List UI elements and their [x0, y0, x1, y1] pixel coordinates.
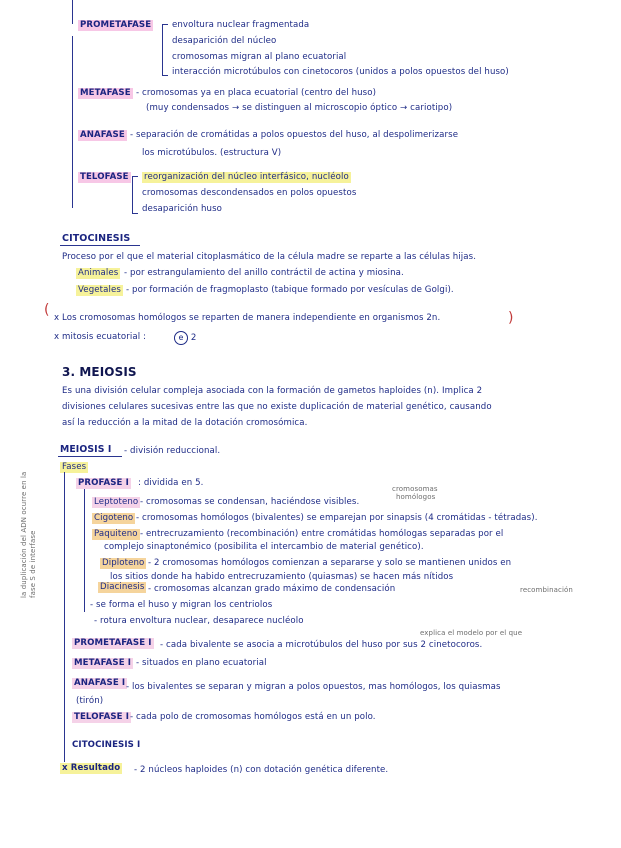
profase-sub: - rotura envoltura nuclear, desaparece nucléolo — [94, 616, 304, 626]
metafase1-label: METAFASE I — [74, 658, 132, 668]
bracket — [162, 24, 168, 76]
citocinesis-heading: CITOCINESIS — [62, 233, 131, 244]
animales-label: Animales — [78, 268, 119, 278]
bracket — [132, 176, 138, 214]
meiosis1-label: MEIOSIS I — [60, 444, 112, 455]
meiosis-intro: así la reducción a la mitad de la dotación cromosómica. — [62, 418, 308, 428]
cigoteno-label: Cigoteno — [94, 513, 134, 523]
meiosis-title: 3. MEIOSIS — [62, 365, 137, 379]
profase-sub: - se forma el huso y migran los centriolos — [90, 600, 273, 610]
leptoteno-text: - cromosomas se condensan, haciéndose visibles. — [140, 497, 360, 507]
fases-label: Fases — [62, 462, 87, 472]
metafase1-text: - situados en plano ecuatorial — [136, 658, 267, 668]
anafase1-text: (tirón) — [76, 696, 104, 706]
paquiteno-label: Paquiteno — [94, 529, 138, 539]
diploteno-text: los sitios donde ha habido entrecruzamiento (quiasmas) se hacen más nítidos — [110, 572, 454, 582]
margin-line — [64, 472, 65, 762]
diacinesis-text: - cromosomas alcanzan grado máximo de condensación — [148, 584, 396, 594]
prometafase-heading: PROMETAFASE — [80, 20, 152, 30]
paquiteno-text: complejo sinaptonémico (posibilita el intercambio de material genético). — [104, 542, 424, 552]
vegetales-label: Vegetales — [78, 285, 121, 295]
side-note: la duplicación del ADN ocurre en la fase S de interfase — [20, 471, 37, 598]
metafase-heading: METAFASE — [80, 88, 131, 98]
anafase1-label: ANAFASE I — [74, 678, 126, 688]
meiosis-intro: Es una división celular compleja asociada con la formación de gametos haploides (n). Implica 2 — [62, 386, 483, 396]
profase-line — [84, 482, 85, 612]
grey-note: homólogos — [396, 493, 436, 501]
telofase-item: reorganización del núcleo interfásico, nucléolo — [144, 172, 349, 182]
meiosis-intro: divisiones celulares sucesivas entre las que no existe duplicación de material genético, causando — [62, 402, 492, 412]
diacinesis-label: Diacinesis — [100, 582, 145, 592]
paren-right: ) — [508, 310, 514, 326]
citocinesis-line: Proceso por el que el material citoplasmático de la célula madre se reparte a las células hijas. — [62, 252, 477, 262]
prometafase-item: desaparición del núcleo — [172, 36, 277, 46]
prometafase-item: cromosomas migran al plano ecuatorial — [172, 52, 347, 62]
telofase1-text: - cada polo de cromosomas homólogos está en un polo. — [130, 712, 376, 722]
note-crossing: x Los cromosomas homólogos se reparten de manera independiente en organismos 2n. — [54, 313, 441, 323]
profase-text: : dividida en 5. — [138, 478, 204, 488]
cigoteno-text: - cromosomas homólogos (bivalentes) se emparejan por sinapsis (4 cromátidas - tétradas). — [136, 513, 538, 523]
paquiteno-text: - entrecruzamiento (recombinación) entre cromátidas homólogas separadas por el — [140, 529, 504, 539]
metafase-line: - cromosomas ya en placa ecuatorial (centro del huso) — [136, 88, 377, 98]
telofase-heading: TELOFASE — [80, 172, 129, 182]
circled-letter: e — [174, 331, 188, 345]
prometafase1-text: - cada bivalente se asocia a microtúbulos del huso por sus 2 cinetocoros. — [160, 640, 483, 650]
anafase-heading: ANAFASE — [80, 130, 125, 140]
animales-text: - por estrangulamiento del anillo contráctil de actina y miosina. — [124, 268, 404, 278]
diploteno-text: - 2 cromosomas homólogos comienzan a separarse y solo se mantienen unidos en — [148, 558, 512, 568]
prometafase-item: interacción microtúbulos con cinetocoros (unidos a polos opuestos del huso) — [172, 67, 509, 77]
note-circled — [174, 331, 196, 345]
profase-label: PROFASE I — [78, 478, 129, 488]
anafase-line: los microtúbulos. (estructura V) — [142, 148, 282, 158]
meiosis1-text: - división reduccional. — [124, 446, 221, 456]
grey-note: cromosomas — [392, 485, 438, 493]
margin-line — [72, 0, 73, 24]
vegetales-text: - por formación de fragmoplasto (tabique formado por vesículas de Golgi). — [126, 285, 454, 295]
anafase1-text: - los bivalentes se separan y migran a polos opuestos, mas homólogos, los quiasmas — [126, 682, 501, 692]
grey-note: recombinación — [520, 586, 573, 594]
margin-line — [72, 36, 73, 208]
telofase-item: desaparición huso — [142, 204, 223, 214]
anafase-line: - separación de cromátidas a polos opuestos del huso, al despolimerizarse — [130, 130, 459, 140]
underline — [58, 456, 122, 457]
prometafase1-label: PROMETAFASE I — [74, 638, 152, 648]
resultado-text: - 2 núcleos haploides (n) con dotación genética diferente. — [134, 765, 389, 775]
citocinesis1-label: CITOCINESIS I — [72, 740, 141, 750]
grey-note: explica el modelo por el que — [420, 629, 523, 637]
telofase-item: cromosomas descondensados en polos opuestos — [142, 188, 357, 198]
telofase1-label: TELOFASE I — [74, 712, 129, 722]
prometafase-item: envoltura nuclear fragmentada — [172, 20, 310, 30]
diploteno-label: Diploteno — [102, 558, 145, 568]
resultado-label: x Resultado — [62, 763, 121, 773]
paren-left: ( — [44, 302, 50, 318]
underline — [60, 245, 140, 246]
leptoteno-label: Leptoteno — [94, 497, 139, 507]
metafase-line: (muy condensados → se distinguen al microscopio óptico → cariotipo) — [146, 103, 453, 113]
note-suffix: 2 — [190, 333, 197, 343]
note-mitosis: x mitosis ecuatorial : — [54, 332, 147, 342]
